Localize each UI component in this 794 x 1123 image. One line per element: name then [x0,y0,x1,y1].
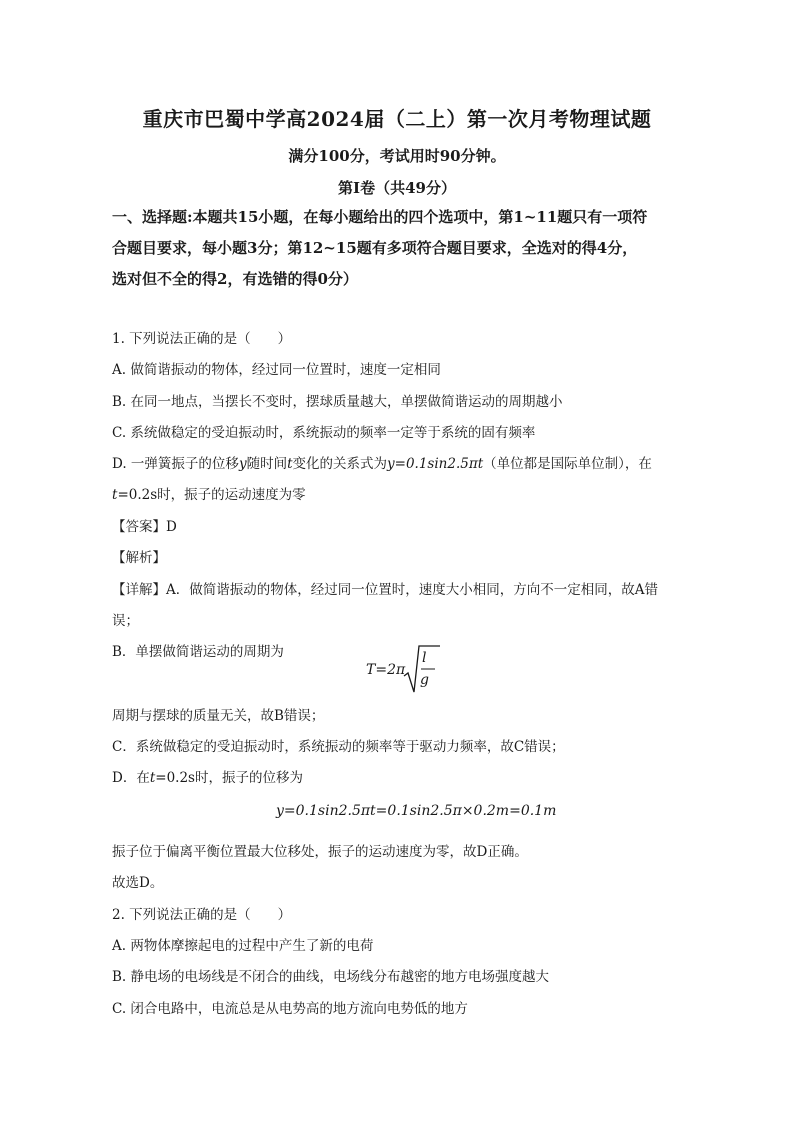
exam-subtitle: 满分100分，考试用时90分钟。 [288,147,506,165]
detail-d-cont: 振子位于偏离平衡位置最大位移处，振子的运动速度为零，故D正确。 [112,844,528,860]
text-fragment: D．在 [112,770,150,786]
formula-numerator: l [422,650,427,666]
page-title: 重庆市巴蜀中学高2024届（二上）第一次月考物理试题 [142,107,652,131]
q2-stem: 2. 下列说法正确的是（ ） [112,907,292,923]
part-heading: 第I卷（共49分） [338,179,456,197]
q1-option-d [112,454,652,474]
formula-denominator: g [420,672,429,688]
section-instructions [112,202,702,295]
detail-a: 【详解】A．做简谐振动的物体，经过同一位置时，速度大小相同，方向不一定相同，故A错 [112,582,658,598]
section-line: 一、选择题:本题共15小题，在每小题给出的四个选项中，第1~11题只有一项符 [112,208,648,226]
q2-option-c: C. 闭合电路中，电流总是从电势高的地方流向电势低的地方 [112,1001,468,1017]
var-t: t [149,770,156,786]
q1-option-b: B. 在同一地点，当摆长不变时，摆球质量越大，单摆做简谐运动的周期越小 [112,394,563,410]
answer-line: 【答案】D [112,519,177,535]
q1-stem: 1. 下列说法正确的是（ ） [112,331,292,347]
detail-b-cont: 周期与摆球的质量无关，故B错误； [112,708,325,724]
q2-option-a: A. 两物体摩擦起电的过程中产生了新的电荷 [112,938,374,954]
text-fragment: =0.2s时，振子的位移为 [155,770,303,786]
detail-c: C．系统做稳定的受迫振动时，系统振动的频率等于驱动力频率，故C错误； [112,739,565,755]
inline-equation: y=0.1sin2.5πt [387,456,484,472]
text-fragment: 变化的关系式为 [292,456,388,472]
analysis-heading: 【解析】 [112,550,166,566]
q1-option-a: A. 做简谐振动的物体，经过同一位置时，速度一定相同 [112,362,441,378]
detail-d [112,768,303,788]
detail-b: B．单摆做简谐运动的周期为 [112,644,284,660]
var-t: t [112,487,118,503]
section-line: 选对但不全的得2，有选错的得0分） [112,270,358,288]
q2-option-b: B. 静电场的电场线是不闭合的曲线，电场线分布越密的地方电场强度越大 [112,969,550,985]
conclusion: 故选D。 [112,875,164,891]
var-t: t [287,456,293,472]
section-line: 合题目要求，每小题3分；第12~15题有多项符合题目要求，全选对的得4分， [112,239,638,257]
text-fragment: =0.2s时，振子的运动速度为零 [117,487,306,503]
q1-option-c: C. 系统做稳定的受迫振动时，系统振动的频率一定等于系统的固有频率 [112,425,536,441]
text-fragment: D. 一弹簧振子的位移 [112,456,239,472]
q1-option-d-cont [112,485,306,505]
formula-period-lhs: T=2π [366,662,406,678]
text-fragment: 随时间 [246,456,288,472]
detail-a-cont: 误； [112,613,139,629]
text-fragment: （单位都是国际单位制），在 [483,456,652,472]
formula-displacement: y=0.1sin2.5πt=0.1sin2.5π×0.2m=0.1m [276,803,557,819]
var-y: y [238,456,247,472]
